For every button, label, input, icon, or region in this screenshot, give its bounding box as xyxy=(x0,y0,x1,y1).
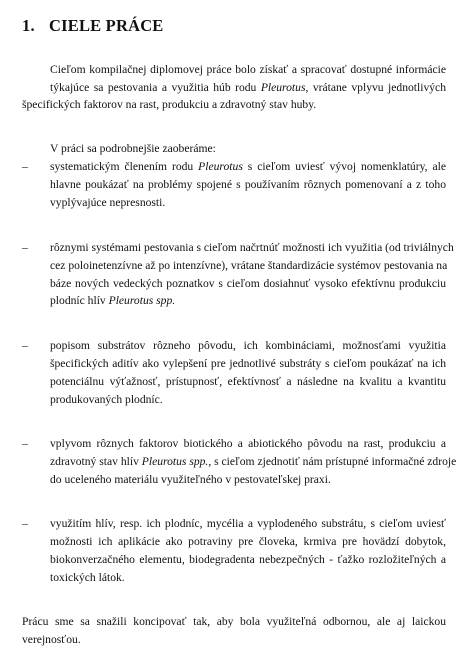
bullet-3-line-3: potenciálnu výťažnosť, prístupnosť, efektívnosť a následne na kvalitu a kvantitu xyxy=(50,375,446,388)
closing-line-2: verejnosťou. xyxy=(22,633,81,646)
intro-line-3: špecifických faktorov na rast, produkciu a zdravotný stav huby. xyxy=(22,98,317,111)
section-heading xyxy=(22,16,164,36)
closing-line-1: Prácu sme sa snažili koncipovať tak, aby bola využiteľná odbornou, ale aj laickou xyxy=(22,615,446,628)
bullet-5-line-1: využitím hlív, resp. ich plodníc, mycélia a vyplodeného substrátu, s cieľom uviesť xyxy=(50,517,446,530)
bullet-2-marker: – xyxy=(22,241,28,254)
bullet-2-line-2: cez poloinetenzívne až po intenzívne), vrátane štandardizácie systémov pestovania na xyxy=(50,259,448,272)
bullet-2-line-1: rôznymi systémami pestovania s cieľom načrtnúť možnosti ich využitia (od triviálnych xyxy=(50,241,454,254)
bullet-3-line-2: špecifických aditív ako vylepšení pre jednotlivé substráty s cieľom poukázať na ich xyxy=(50,357,446,370)
bullet-4-line-3: do uceleného materiálu využiteľného v pestovateľskej praxi. xyxy=(50,473,331,486)
bullet-4-line-2: zdravotný stav hlív Pleurotus spp., s cieľom zjednotiť nám prístupné informačné zdroje xyxy=(50,455,457,468)
bullet-5-line-4: toxických látok. xyxy=(50,571,125,584)
italic-term: Pleurotus spp. xyxy=(141,455,209,468)
bullet-3-line-1: popisom substrátov rôzneho pôvodu, ich kombináciami, možnosťami využitia xyxy=(50,339,446,352)
bullet-2-line-4: plodníc hlív Pleurotus spp. xyxy=(50,294,176,307)
bullet-5-line-2: možnosti ich aplikácie ako potraviny pre človeka, krmiva pre hovädzí dobytok, xyxy=(50,535,446,548)
lead-line: V práci sa podrobnejšie zaoberáme: xyxy=(50,142,216,155)
bullet-1-line-2: hlavne poukázať na problémy spojené s používaním rôznych pomenovaní a z toho xyxy=(50,178,446,191)
intro-line-1: Cieľom kompilačnej diplomovej práce bolo získať a spracovať dostupné informácie xyxy=(50,63,446,76)
bullet-3-marker: – xyxy=(22,339,28,352)
intro-line-2: týkajúce sa pestovania a využitia húb rodu Pleurotus, vrátane vplyvu jednotlivých xyxy=(50,81,446,94)
italic-term: Pleurotus xyxy=(260,81,306,94)
italic-term: Pleurotus spp. xyxy=(108,294,176,307)
italic-term: Pleurotus xyxy=(198,160,243,173)
bullet-5-marker: – xyxy=(22,517,28,530)
bullet-4-marker: – xyxy=(22,437,28,450)
bullet-5-line-3: biokonverzačného elementu, biodegradenta nebezpečných - ťažko rozložiteľných a xyxy=(50,553,446,566)
bullet-1-marker: – xyxy=(22,160,28,173)
bullet-3-line-4: produkovaných plodníc. xyxy=(50,393,163,406)
bullet-1-line-3: vyplývajúce nepresnosti. xyxy=(50,196,166,209)
bullet-1-line-1: systematickým členením rodu Pleurotus s cieľom uviesť vývoj nomenklatúry, ale xyxy=(50,160,446,173)
section-number: 1. xyxy=(22,16,35,35)
section-title: CIELE PRÁCE xyxy=(49,16,164,35)
bullet-2-line-3: báze nových vedeckých poznatkov s cieľom dosiahnuť vysoko efektívnu produkciu xyxy=(50,277,446,290)
bullet-4-line-1: vplyvom rôznych faktorov biotického a abiotického pôvodu na rast, produkciu a xyxy=(50,437,446,450)
